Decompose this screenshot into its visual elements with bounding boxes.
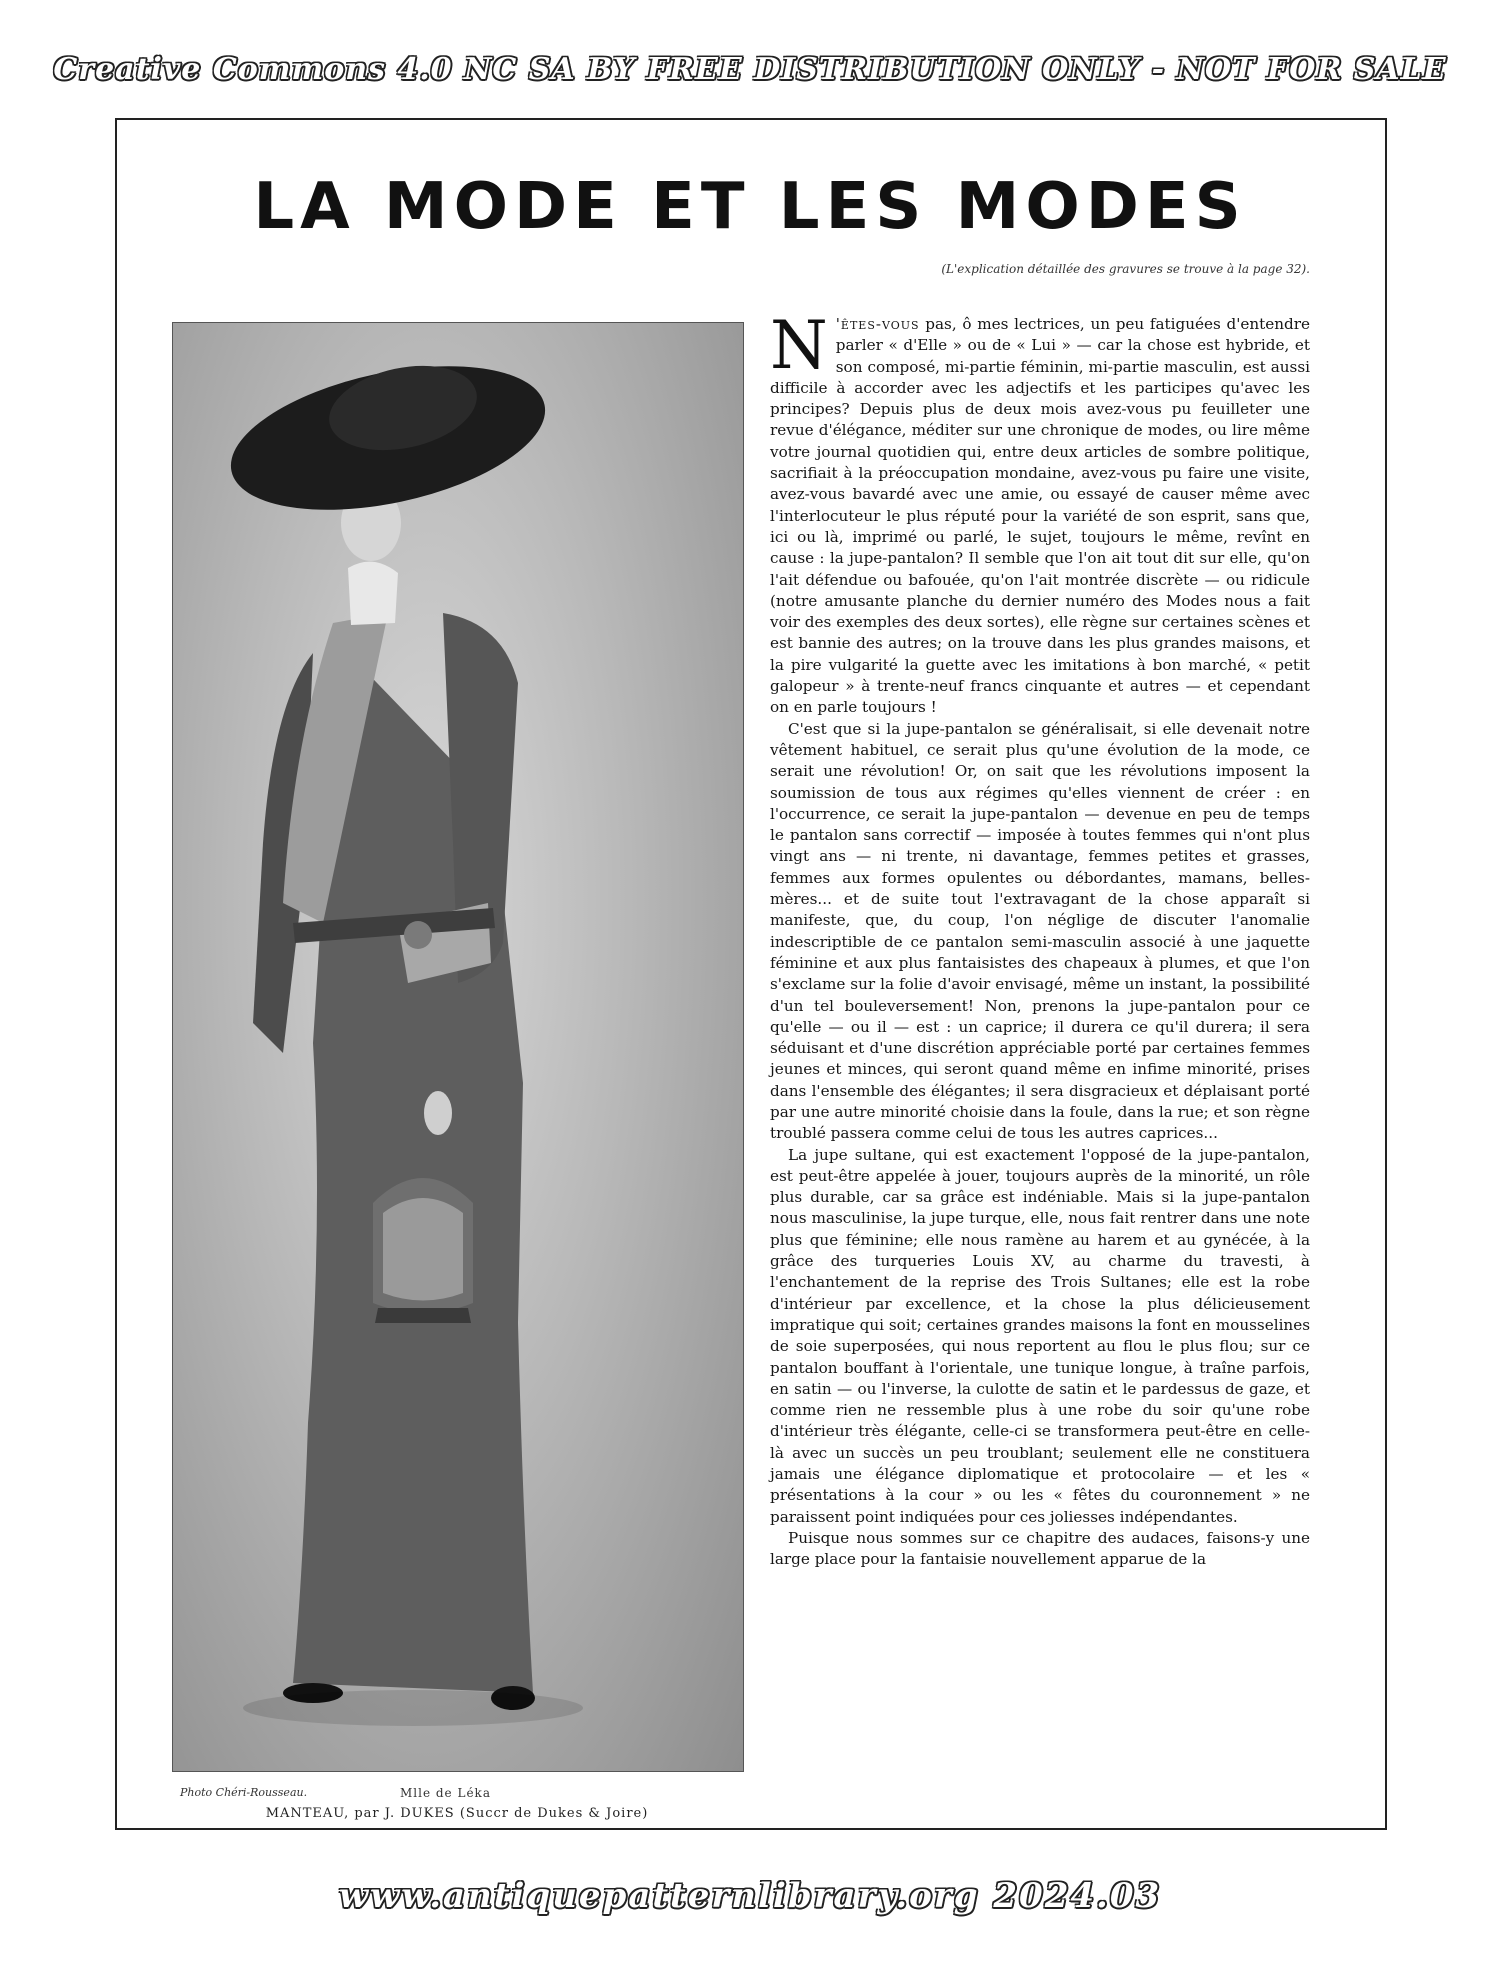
figure-caption: MANTEAU, par J. DUKES (Succr de Dukes & Joire) xyxy=(265,1806,649,1821)
article-body xyxy=(770,307,1310,1571)
article-paragraph: Puisque nous sommes sur ce chapitre des audaces, faisons-y une large place pour la fantaisie nouvellement apparue de la xyxy=(770,1528,1310,1569)
photo-credit: Photo Chéri-Rousseau. xyxy=(180,1786,308,1799)
lead-words: 'êtes-vous xyxy=(835,315,920,333)
explanation-note: (L'explication détaillée des gravures se trouve à la page 32). xyxy=(941,262,1310,276)
article-paragraph: C'est que si la jupe-pantalon se généralisait, si elle devenait notre vêtement habituel, ce serait plus qu'une évolution de la mode, ce serait une révolution! Or, on sait que les révolutions imposent la soumission de tous aux régimes qu'elles viennent de créer : en l'occurrence, ce serait la jupe-pantalon — devenue en peu de temps le pantalon sans correctif — imposée à toutes femmes qui n'ont plus vingt ans — ni trente, ni davantage, femmes petites et grasses, femmes aux formes opulentes ou débordantes, mamans, belles-mères... et de suite tout l'extravagant de la chose apparaît si manifeste, que, du coup, l'on néglige de discuter l'anomalie indescriptible de ce pantalon semi-masculin associé à une jaquette féminine et aux plus fantaisistes des chapeaux à plumes, et que l'on s'exclame sur la folie d'avoir envisagé, même un instant, la possibilité d'un tel bouleversement! Non, prenons la jupe-pantalon pour ce qu'elle — ou il — est : un caprice; il durera ce qu'il durera; il sera séduisant et d'une discrétion appréciable porté par certaines femmes jeunes et minces, qui seront quand même en infime minorité, prises dans l'ensemble des élégantes; il sera disgracieux et déplaisant porté par une autre minorité choisie dans la foule, dans la rue; et son règne troublé passera comme celui de tous les autres caprices... xyxy=(770,719,1310,1143)
drop-cap: N xyxy=(770,307,828,384)
article-paragraph xyxy=(770,307,1310,719)
page-title: LA MODE ET LES MODES xyxy=(253,170,1247,244)
model-name: Mlle de Léka xyxy=(400,1786,491,1800)
site-footer: www.antiquepatternlibrary.org 2024.03 xyxy=(338,1876,1162,1916)
article-paragraph: La jupe sultane, qui est exactement l'opposé de la jupe-pantalon, est peut-être appelée à jouer, toujours auprès de la minorité, un rôle plus durable, car sa grâce est indéniable. Mais si la jupe-pantalon nous masculinise, la jupe turque, elle, nous fait rentrer dans une note plus que féminine; elle nous ramène au harem et au gynécée, à la grâce des turqueries Louis XV, au charme du travesti, à l'enchantement de la reprise des Trois Sultanes; elle est la robe d'intérieur par excellence, et la chose la plus délicieusement impratique qui soit; certaines grandes maisons la font en mousselines de soie superposées, qui nous reportent au flou le plus flou; sur ce pantalon bouffant à l'orientale, une tunique longue, à traîne parfois, en satin — ou l'inverse, la culotte de satin et le pardessus de gaze, et comme rien ne ressemble plus à une robe du soir qu'une robe d'intérieur très élégante, celle-ci se transformera peut-être en celle-là avec un succès un peu troublant; seulement elle ne constituera jamais une élégance diplomatique et protocolaire — et les « présentations à la cour » ou les « fêtes du couronnement » ne paraissent point indiquées pour ces joliesses indépendantes. xyxy=(770,1145,1310,1526)
fashion-photograph xyxy=(172,322,744,1772)
woman-in-coat-illustration xyxy=(173,323,743,1771)
license-banner: Creative Commons 4.0 NC SA BY FREE DISTRIBUTION ONLY - NOT FOR SALE xyxy=(53,52,1447,87)
paragraph-text: pas, ô mes lectrices, un peu fatiguées d'entendre parler « d'Elle » ou de « Lui » — car la chose est hybride, et son composé, mi-partie féminin, mi-partie masculin, est aussi difficile à accorder avec les adjectifs et les participes qu'avec les principes? Depuis plus de deux mois avez-vous pu feuilleter une revue d'élégance, méditer sur une chronique de modes, ou lire même votre journal quotidien qui, entre deux articles de sombre politique, sacrifiait à la préoccupation mondaine, avez-vous pu faire une visite, avez-vous bavardé avec une amie, ou essayé de causer même avec l'interlocuteur le plus réputé pour la variété de son esprit, sans que, ici ou là, imprimé ou parlé, le sujet, toujours le même, revînt en cause : la jupe-pantalon? Il semble que l'on ait tout dit sur elle, qu'on l'ait défendue ou bafouée, qu'on l'ait montrée discrète — ou ridicule (notre amusante planche du dernier numéro des Modes nous a fait voir des exemples des deux sortes), elle règne sur certaines scènes et est bannie des autres; on la trouve dans les plus grandes maisons, et la pire vulgarité la guette avec les imitations à bon marché, « petit galopeur » à trente-neuf francs cinquante et autres — et cependant on en parle toujours ! xyxy=(770,315,1310,717)
